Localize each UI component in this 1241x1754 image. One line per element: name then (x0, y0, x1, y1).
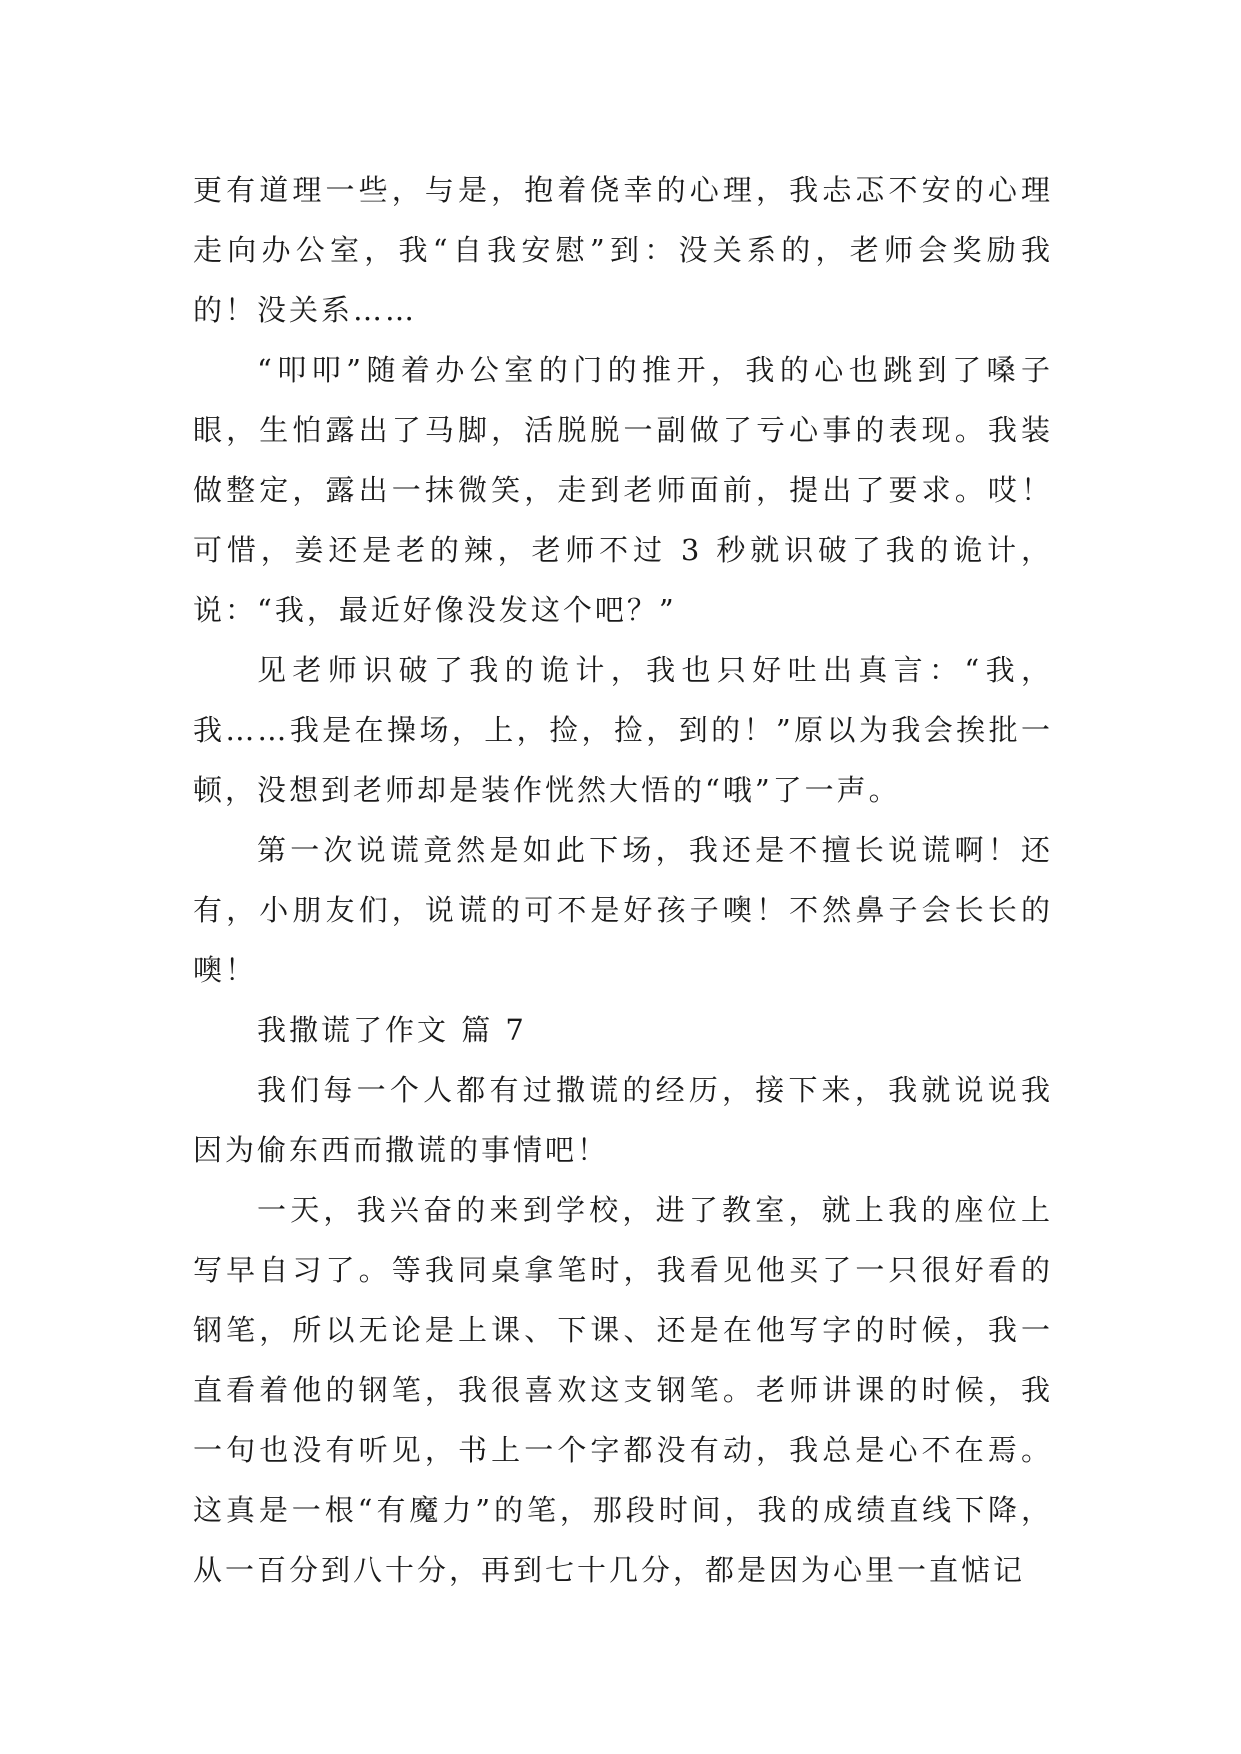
document-body (193, 160, 1053, 1600)
paragraph-5: 我们每一个人都有过撒谎的经历，接下来，我就说说我因为偷东西而撒谎的事情吧！ (193, 1073, 1053, 1167)
paragraph-2: “叩叩”随着办公室的门的推开，我的心也跳到了嗓子眼，生怕露出了马脚，活脱脱一副做了亏心事的表现。我装做整定，露出一抹微笑，走到老师面前，提出了要求。哎！可惜，姜还是老的辣，老师不过 3 秒就识破了我的诡计，说：“我，最近好像没发这个吧？” (193, 353, 1053, 627)
section-heading: 我撒谎了作文 篇 7 (257, 1013, 527, 1047)
paragraph-6: 一天，我兴奋的来到学校，进了教室，就上我的座位上写早自习了。等我同桌拿笔时，我看见他买了一只很好看的钢笔，所以无论是上课、下课、还是在他写字的时候，我一直看着他的钢笔，我很喜欢这支钢笔。老师讲课的时候，我一句也没有听见，书上一个字都没有动，我总是心不在焉。这真是一根“有魔力”的笔，那段时间，我的成绩直线下降，从一百分到八十分，再到七十几分，都是因为心里一直惦记 (193, 1193, 1053, 1587)
paragraph-3: 见老师识破了我的诡计，我也只好吐出真言：“我，我……我是在操场，上，捡，捡，到的！”原以为我会挨批一顿，没想到老师却是装作恍然大悟的“哦”了一声。 (193, 653, 1053, 807)
paragraph-1: 更有道理一些，与是，抱着侥幸的心理，我忐忑不安的心理走向办公室，我“自我安慰”到：没关系的，老师会奖励我的！没关系…… (193, 173, 1053, 327)
paragraph-4: 第一次说谎竟然是如此下场，我还是不擅长说谎啊！还有，小朋友们，说谎的可不是好孩子噢！不然鼻子会长长的噢！ (193, 833, 1053, 987)
